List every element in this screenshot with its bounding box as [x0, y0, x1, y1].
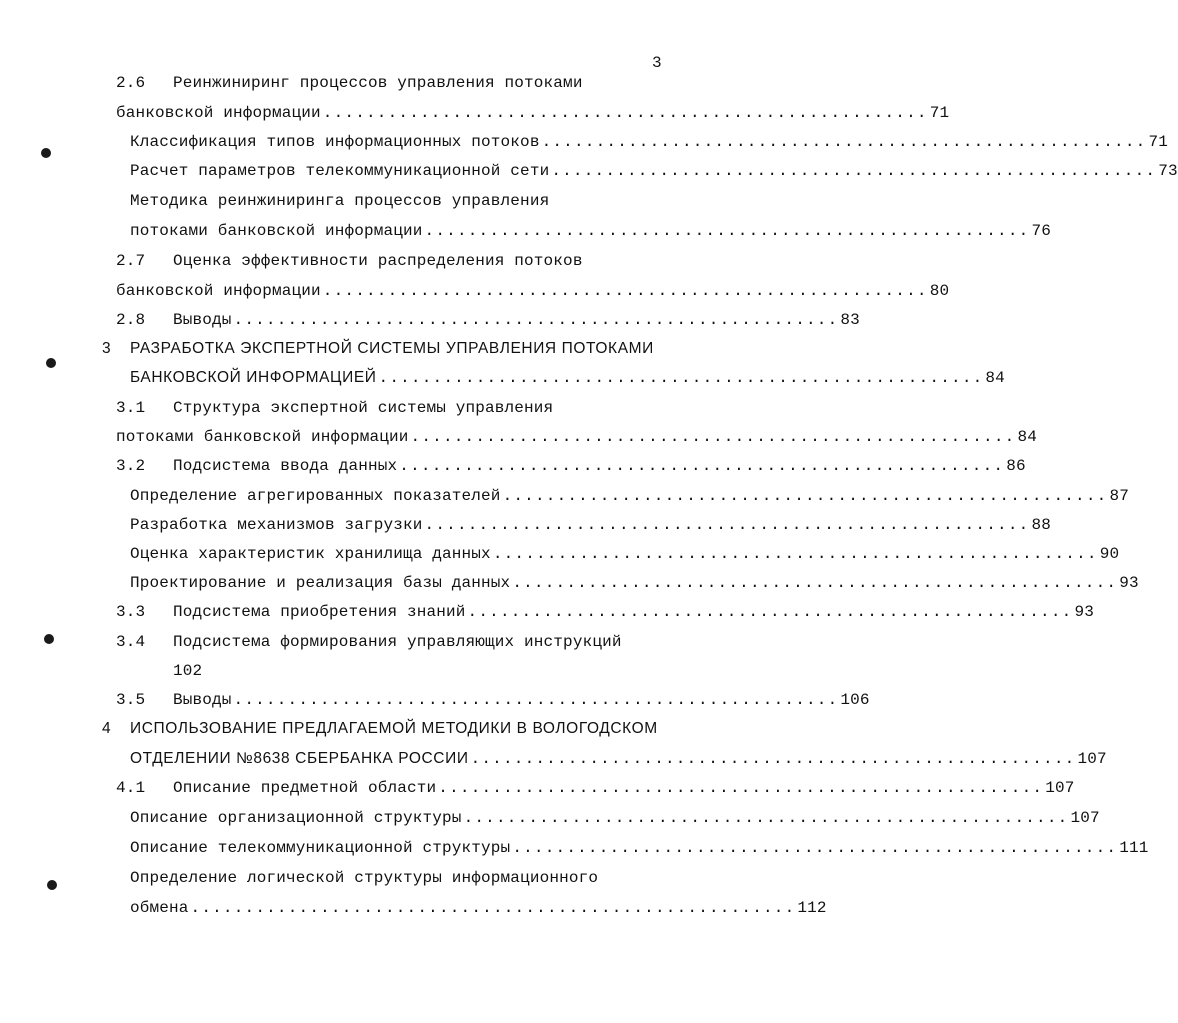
toc-entry-row [116, 309, 860, 331]
toc-entry-title: Подсистема формирования управляющих инструкций [173, 633, 622, 651]
toc-entry-text: Разработка механизмов загрузки [130, 516, 423, 534]
toc-entry-text: банковской информации [116, 104, 321, 122]
page-number: 3 [652, 54, 662, 72]
punch-hole-mark [41, 148, 51, 158]
toc-entry-number: 3.3 [116, 603, 146, 621]
toc-entry-text: потоками банковской информации [116, 428, 409, 446]
toc-entry-text: Оценка характеристик хранилища данных [130, 545, 491, 563]
toc-leader-dots: ........................................................ [424, 516, 1030, 534]
toc-entry-row [116, 102, 950, 124]
toc-leader-dots: ........................................................ [470, 750, 1076, 768]
toc-page-number: 76 [1031, 222, 1051, 240]
toc-leader-dots: ........................................................ [190, 899, 796, 917]
toc-entry-text: Выводы [173, 311, 232, 329]
toc-entry-number: 4.1 [116, 779, 146, 797]
toc-entry-row [130, 485, 1129, 507]
toc-leader-dots: ........................................................ [502, 487, 1108, 505]
toc-entry-text: Определение агрегированных показателей [130, 487, 501, 505]
toc-entry-row [116, 455, 1026, 477]
toc-entry-row [130, 897, 827, 919]
toc-chapter-number: 4 [102, 720, 112, 737]
toc-entry-number: 3.4 [116, 633, 146, 651]
toc-entry-text: Подсистема приобретения знаний [173, 603, 466, 621]
toc-entry-title: Структура экспертной системы управления [173, 399, 554, 417]
toc-entry-row [116, 280, 950, 302]
toc-entry-title: Реинжиниринг процессов управления потоками [173, 74, 583, 92]
toc-entry-row [130, 543, 1120, 565]
toc-entry-row [130, 837, 1149, 859]
toc-leader-dots: ........................................................ [463, 809, 1069, 827]
toc-leader-dots: ........................................................ [399, 457, 1005, 475]
toc-entry-text: Выводы [173, 691, 232, 709]
toc-entry-row [116, 689, 870, 711]
toc-page-number: 84 [985, 369, 1005, 387]
toc-page-number: 71 [929, 104, 950, 122]
toc-entry-row [130, 220, 1051, 242]
toc-entry-text: потоками банковской информации [130, 222, 423, 240]
toc-entry-row [130, 131, 1168, 153]
toc-page-number: 73 [1158, 162, 1178, 180]
toc-leader-dots: ........................................................ [438, 779, 1044, 797]
toc-leader-dots: ........................................................ [512, 574, 1118, 592]
toc-page-number: 106 [840, 691, 870, 709]
toc-leader-dots: ........................................................ [322, 104, 928, 122]
toc-entry-text: Описание предметной области [173, 779, 437, 797]
toc-entry-title: Оценка эффективности распределения потоков [173, 252, 583, 270]
toc-entry-row [130, 748, 1107, 770]
toc-leader-dots: ........................................................ [551, 162, 1157, 180]
toc-page-number: 112 [797, 899, 827, 917]
toc-entry-number: 2.7 [116, 252, 146, 270]
toc-entry-text: Расчет параметров телекоммуникационной сети [130, 162, 550, 180]
toc-page-number: 107 [1070, 809, 1100, 827]
toc-entry-row [116, 426, 1037, 448]
toc-leader-dots: ........................................................ [467, 603, 1073, 621]
toc-chapter-number: 3 [102, 340, 112, 357]
toc-entry-text: банковской информации [116, 282, 321, 300]
toc-entry-number: 3.5 [116, 691, 146, 709]
toc-page-number: 93 [1074, 603, 1094, 621]
toc-page-number: 107 [1077, 750, 1107, 768]
punch-hole-mark [46, 358, 56, 368]
toc-entry-text: Подсистема ввода данных [173, 457, 398, 475]
toc-entry-row [116, 601, 1094, 623]
toc-entry-row [130, 367, 1005, 389]
toc-entry-number: 2.6 [116, 74, 146, 92]
toc-entry-number: 2.8 [116, 311, 146, 329]
toc-leader-dots: ........................................................ [410, 428, 1016, 446]
toc-entry-text: Описание организационной структуры [130, 809, 462, 827]
toc-leader-dots: ........................................................ [492, 545, 1098, 563]
toc-leader-dots: ........................................................ [541, 133, 1147, 151]
toc-page-number: 90 [1099, 545, 1120, 563]
toc-page-number: 84 [1017, 428, 1037, 446]
toc-entry-number: 3.2 [116, 457, 146, 475]
toc-entry-text: Проектирование и реализация базы данных [130, 574, 511, 592]
toc-leader-dots: ........................................................ [424, 222, 1030, 240]
toc-leader-dots: ........................................................ [378, 369, 984, 387]
toc-page-number: 107 [1045, 779, 1075, 797]
toc-page-number: 80 [929, 282, 950, 300]
toc-entry-row [130, 514, 1051, 536]
toc-entry-row [130, 572, 1139, 594]
toc-page-number: 71 [1148, 133, 1168, 151]
toc-page-number: 102 [173, 662, 203, 680]
punch-hole-mark [44, 634, 54, 644]
toc-page-number: 86 [1006, 457, 1026, 475]
toc-entry-text: Описание телекоммуникационной структуры [130, 839, 511, 857]
toc-page-number: 83 [840, 311, 860, 329]
toc-page-number: 87 [1109, 487, 1129, 505]
toc-entry-text: БАНКОВСКОЙ ИНФОРМАЦИЕЙ [130, 369, 377, 386]
toc-entry-row [130, 807, 1100, 829]
toc-entry-row [130, 160, 1178, 182]
toc-page-number: 88 [1031, 516, 1051, 534]
toc-leader-dots: ........................................................ [233, 691, 839, 709]
toc-entry-row [116, 777, 1075, 799]
toc-leader-dots: ........................................................ [233, 311, 839, 329]
toc-entry-number: 3.1 [116, 399, 146, 417]
punch-hole-mark [47, 880, 57, 890]
toc-entry-text: Методика реинжиниринга процессов управления [130, 192, 550, 210]
toc-entry-text: Классификация типов информационных потоков [130, 133, 540, 151]
toc-leader-dots: ........................................................ [512, 839, 1118, 857]
toc-entry-text: ОТДЕЛЕНИИ №8638 СБЕРБАНКА РОССИИ [130, 750, 469, 767]
toc-leader-dots: ........................................................ [322, 282, 928, 300]
toc-page-number: 111 [1119, 839, 1149, 857]
toc-page-number: 93 [1119, 574, 1139, 592]
toc-entry-text: обмена [130, 899, 189, 917]
toc-entry-text: Определение логической структуры информационного [130, 869, 599, 887]
toc-chapter-title: РАЗРАБОТКА ЭКСПЕРТНОЙ СИСТЕМЫ УПРАВЛЕНИЯ ПОТОКАМИ [130, 340, 654, 357]
toc-chapter-title: ИСПОЛЬЗОВАНИЕ ПРЕДЛАГАЕМОЙ МЕТОДИКИ В ВОЛОГОДСКОМ [130, 720, 658, 737]
